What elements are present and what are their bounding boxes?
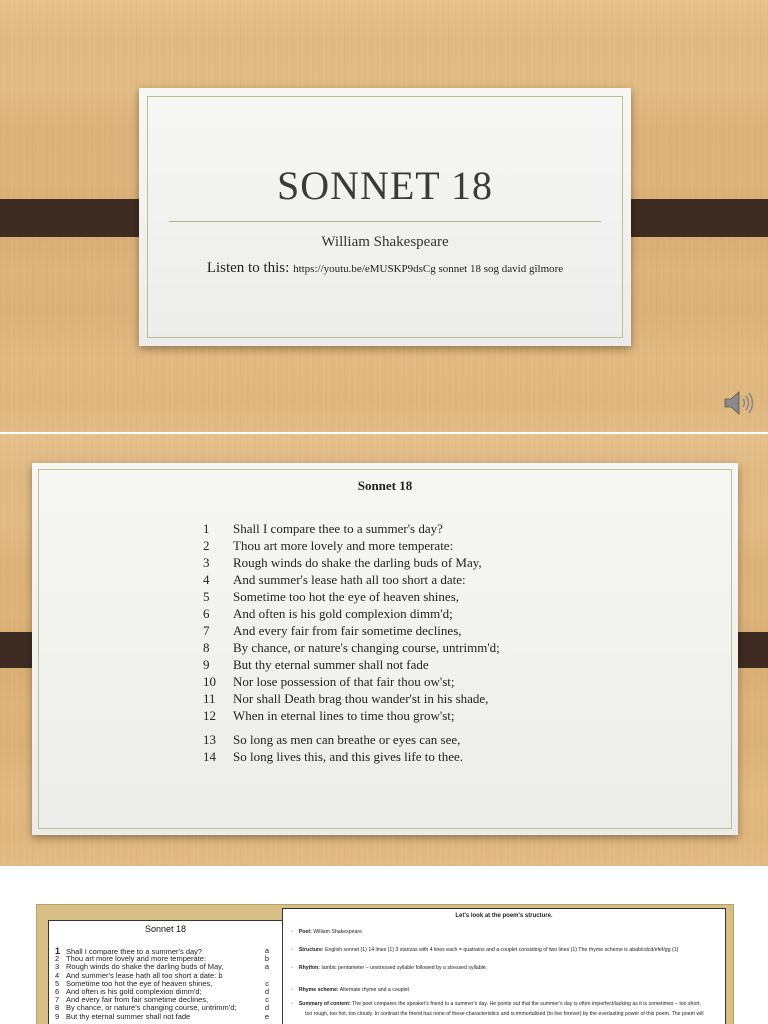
speaker-icon[interactable] [722,390,756,416]
bullet-icon: • [291,929,293,935]
poem-line [203,571,500,588]
summary-value-1: The poet compares the speaker's friend to a summer's day. He points out that the summer's day is often imperfect/lacking as it is sometimes – too short, [352,1001,701,1007]
line-text: And every fair from fair sometime declines, [233,623,462,638]
rhyme-letter: c [265,995,269,1005]
line-number: 4 [55,970,60,980]
line-number: 1 [203,521,210,536]
line-number: 13 [203,732,216,747]
structure-panel [282,908,726,1024]
line-number: 8 [203,640,210,655]
slide-title: SONNET 18 [276,163,494,208]
poem-line [203,656,500,673]
line-text: Shall I compare thee to a summer's day? [66,947,203,956]
line-number: 2 [55,954,60,964]
line-text: And often is his gold complexion dimm'd; [233,606,453,621]
poet-label: Poet: [298,929,312,935]
poem-line [203,605,500,622]
rhyme-letter: d [264,986,269,996]
line-number: 2 [203,538,210,553]
summary-label: Summary of content: [298,1001,351,1007]
poem-line [203,748,500,765]
rhyme-letter: e [264,1011,269,1021]
structure-value: English sonnet (1) 14 lines (1) 3 stanzas with 4 lines each = quatrains and a couplet consisting of two lines (1) The rhyme scheme is abab/cdcd/efef/gg (1) [325,947,679,953]
author-name: William Shakespeare [321,234,449,250]
rhythm-label: Rhythm: [298,965,320,971]
listen-label: Listen to this: [206,260,290,276]
line-text: And every fair from fair sometime declines, [66,995,209,1005]
right-band [614,199,768,237]
line-text: Thou art more lovely and more temperate: [66,954,207,964]
poem-line [203,673,500,690]
poem-line [203,731,500,748]
line-number: 4 [203,572,210,587]
line-text: Rough winds do shake the darling buds of May, [233,555,482,570]
rhyme-panel-title: Sonnet 18 [144,924,187,934]
line-text: And summer's lease hath all too short a date: b [66,970,223,980]
line-number: 6 [55,986,60,996]
rhyme-panel [48,920,283,1024]
rhyme-label: Rhyme scheme: [298,987,339,993]
rhythm-bullet [291,965,487,971]
line-text: Nor shall Death brag thou wander'st in his shade, [233,691,489,706]
structure-heading: Let's look at the poem's structure. [455,913,553,919]
line-text: So long as men can breathe or eyes can see, [233,732,461,747]
bullet-icon: • [291,1001,293,1007]
line-text: Shall I compare thee to a summer's day? [233,521,443,536]
poem-line [203,622,500,639]
line-number: 9 [55,1011,60,1021]
poem-line [203,554,500,571]
line-number: 14 [203,749,216,764]
poem-line [203,520,500,537]
card-border [147,96,623,338]
line-text: By chance, or nature's changing course, untrimm'd; [66,1003,237,1013]
line-number: 8 [55,1003,60,1013]
line-number: 1 [55,946,61,956]
poem-line [203,690,500,707]
line-number: 10 [203,674,216,689]
structure-label: Structure: [298,947,324,953]
summary-continuation: too rough, too hot, too cloudy. In contrast the friend has none of these characteristics and is immortalised (to live forever) by the everlasting power of this poem. The poem will [305,1011,704,1017]
bullet-icon: • [291,947,293,953]
poem-line [203,639,500,656]
title-divider [169,221,601,222]
line-number: 12 [203,708,216,723]
listen-line [139,260,631,277]
rhyme-letter: a [264,946,269,955]
line-number: 3 [203,555,210,570]
line-text: And summer's lease hath all too short a date: [233,572,466,587]
line-number: 11 [203,691,216,706]
structure-bullet [291,947,678,953]
rhythm-value: Iambic pentameter – unstressed syllable followed by a stressed syllable. [321,965,488,971]
title-slide [0,0,768,432]
line-text: Sometime too hot the eye of heaven shines, [233,589,460,604]
rhyme-letter: b [264,954,269,964]
poem-line [203,537,500,554]
poem-lines [203,520,500,765]
rhyme-letter: c [265,978,269,988]
left-band [0,199,155,237]
line-text: But thy eternal summer shall not fade [66,1011,191,1021]
poet-value: William Shakespeare [313,929,362,935]
line-number: 6 [203,606,210,621]
line-text: But thy eternal summer shall not fade [233,657,429,672]
line-number: 7 [55,995,60,1005]
line-number: 3 [55,962,60,972]
line-text: Rough winds do shake the darling buds of May, [66,962,224,972]
line-text: Thou art more lovely and more temperate: [233,538,454,553]
title-card [139,88,631,346]
rhyme-line [55,1013,275,1021]
summary-bullet [291,1001,701,1007]
line-number: 9 [203,657,210,672]
line-number: 7 [203,623,210,638]
structure-slide [0,866,768,1024]
line-text: And often is his gold complexion dimm'd; [66,986,202,996]
bullet-icon: • [291,987,293,993]
line-number: 5 [203,589,210,604]
listen-link[interactable]: https://youtu.be/eMUSKP9dsCg sonnet 18 sog david gilmore [293,263,564,275]
line-text: When in eternal lines to time thou grow'st; [233,708,455,723]
poem-line [203,588,500,605]
rhyme-letter: a [264,962,269,972]
line-text: Nor lose possession of that fair thou ow'st; [233,674,455,689]
line-number: 5 [55,978,60,988]
rhyme-letter: d [264,1003,269,1013]
rhyme-lines [55,947,275,1021]
poem-line [203,707,500,724]
rhyme-value: Alternate rhyme and a couplet [339,987,409,993]
line-text: By chance, or nature's changing course, untrimm'd; [233,640,500,655]
line-text: So long lives this, and this gives life to thee. [233,749,464,764]
line-text: Sometime too hot the eye of heaven shines, [66,978,213,988]
poet-bullet [291,929,362,935]
bullet-icon: • [291,965,293,971]
poem-title: Sonnet 18 [357,478,413,493]
poem-slide [0,434,768,866]
poem-card [32,463,738,835]
rhyme-bullet [291,987,409,993]
